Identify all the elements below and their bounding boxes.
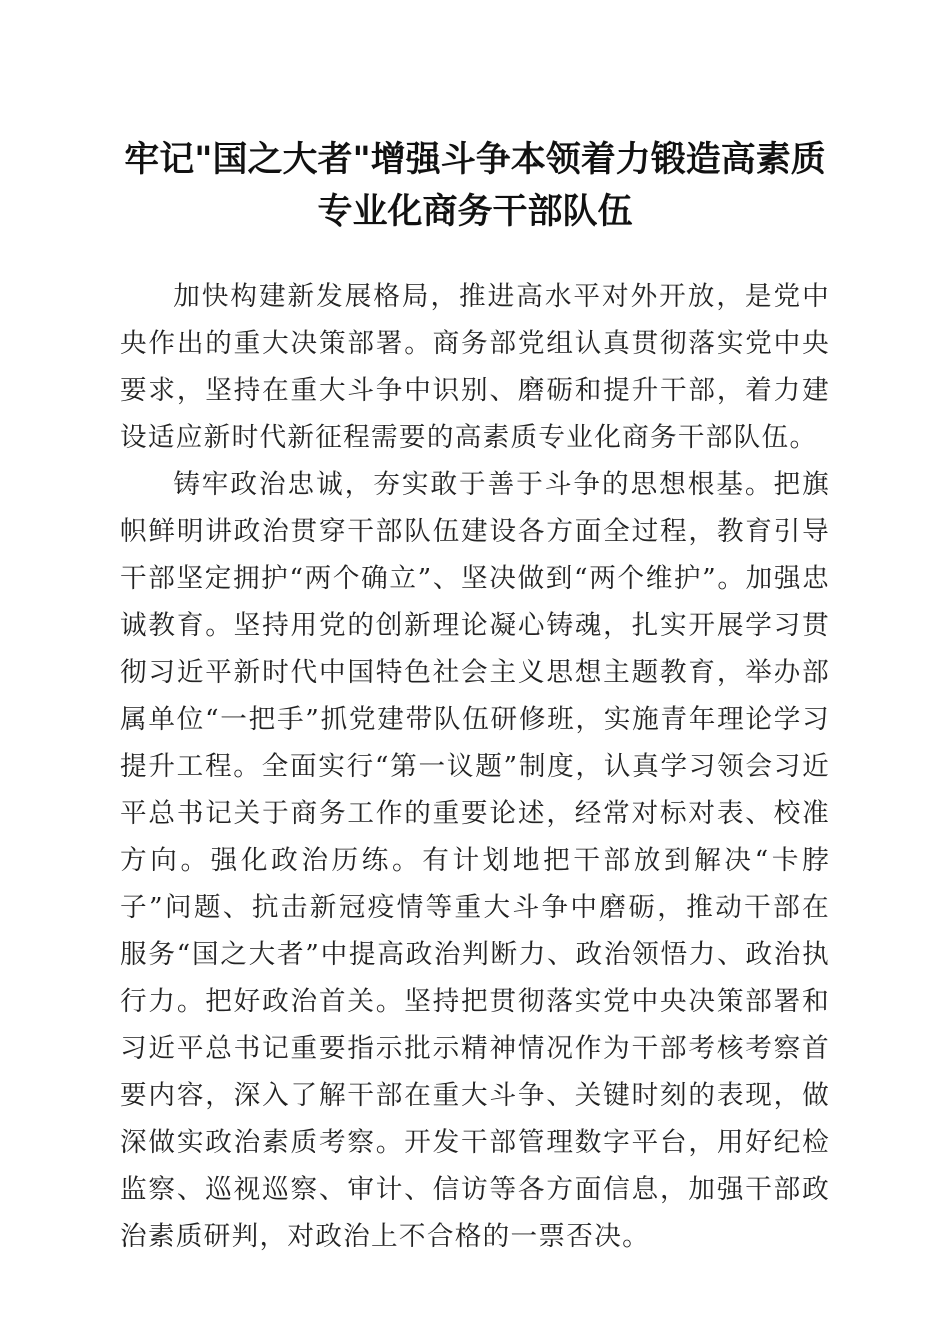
document-title: 牢记"国之大者"增强斗争本领着力锻造高素质专业化商务干部队伍 <box>124 139 826 232</box>
paragraph-1: 加快构建新发展格局，推进高水平对外开放，是党中央作出的重大决策部署。商务部党组认真贯彻落实党中央要求，坚持在重大斗争中识别、磨砺和提升干部，着力建设适应新时代新征程需要的高素质专业化商务干部队伍。 <box>120 281 830 453</box>
paragraph-2: 铸牢政治忠诚，夯实敢于善于斗争的思想根基。把旗帜鲜明讲政治贯穿干部队伍建设各方面全过程，教育引导干部坚定拥护“两个确立”、坚决做到“两个维护”。加强忠诚教育。坚持用党的创新理论凝心铸魂，扎实开展学习贯彻习近平新时代中国特色社会主义思想主题教育，举办部属单位“一把手”抓党建带队伍研修班，实施青年理论学习提升工程。全面实行“第一议题”制度，认真学习领会习近平总书记关于商务工作的重要论述，经常对标对表、校准方向。强化政治历练。有计划地把干部放到解决“卡脖子”问题、抗击新冠疫情等重大斗争中磨砺，推动干部在服务“国之大者”中提高政治判断力、政治领悟力、政治执行力。把好政治首关。坚持把贯彻落实党中央决策部署和习近平总书记重要指示批示精神情况作为干部考核考察首要内容，深入了解干部在重大斗争、关键时刻的表现，做深做实政治素质考察。开发干部管理数字平台，用好纪检监察、巡视巡察、审计、信访等各方面信息，加强干部政治素质研判，对政治上不合格的一票否决。 <box>120 469 831 1252</box>
document-body <box>120 273 830 1260</box>
